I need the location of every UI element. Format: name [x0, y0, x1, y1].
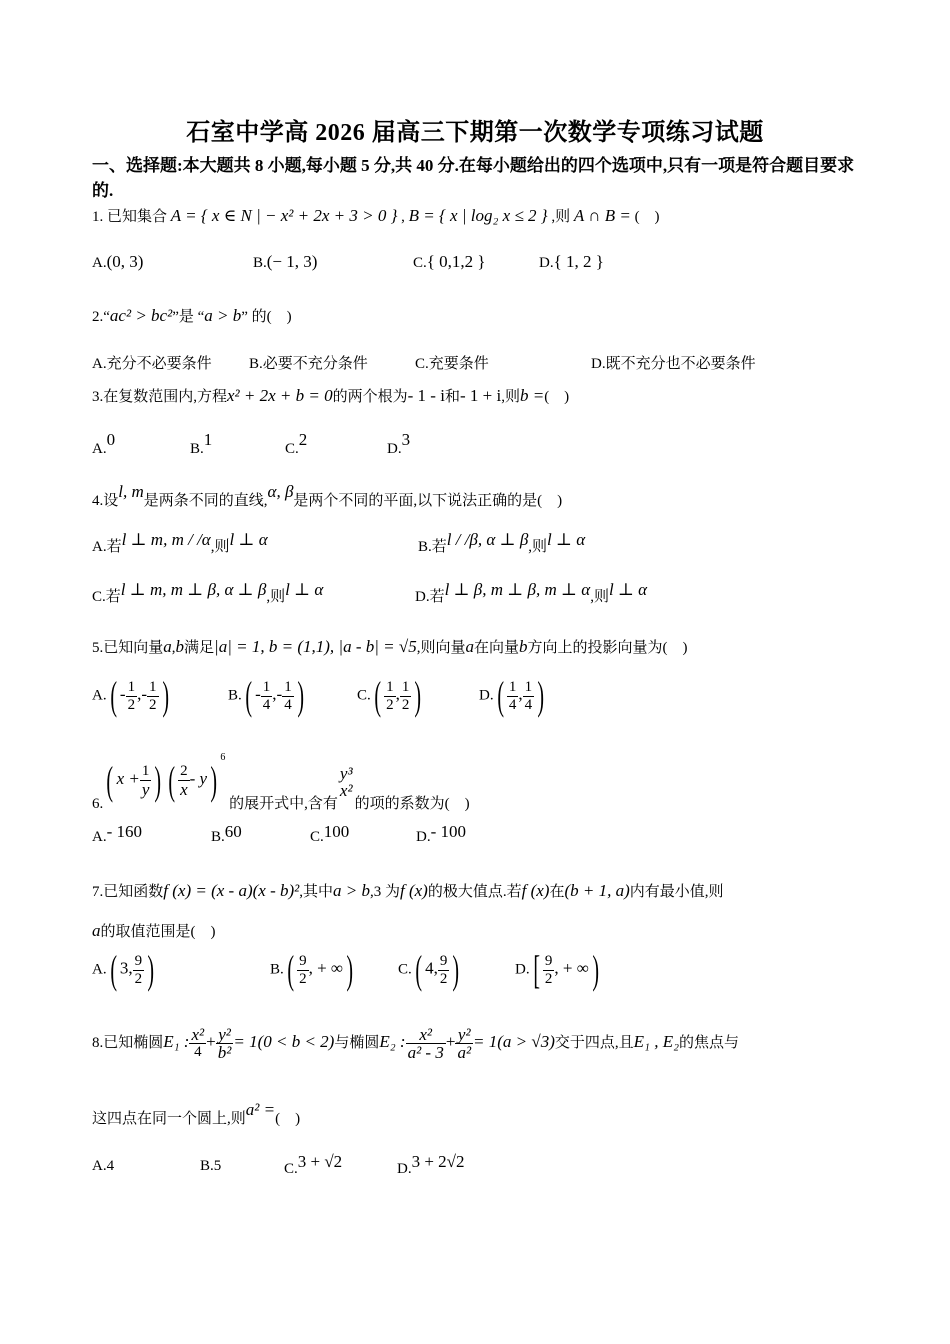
q2-stem-3: ” 的( )	[241, 309, 292, 325]
section-heading: 一、选择题:本大题共 8 小题,每小题 5 分,共 40 分.在每小题给出的四个选项中,只有一项是符合题目要求的.	[92, 156, 855, 200]
numerator: 9	[134, 952, 143, 969]
q4-option-d[interactable]	[415, 580, 647, 606]
q6-option-b[interactable]	[211, 822, 242, 846]
numerator: 9	[544, 952, 553, 969]
q8-option-c[interactable]	[284, 1152, 342, 1178]
denominator: 2	[134, 970, 143, 987]
q6-term-y: - y	[189, 769, 208, 788]
page-title: 石室中学高 2026 届高三下期第一次数学专项练习试题	[186, 120, 764, 146]
option-label: B.	[253, 255, 267, 271]
option-suffix: , + ∞	[554, 958, 589, 978]
q7-option-c[interactable]	[398, 947, 463, 992]
q6-term-x: x +	[116, 769, 140, 788]
numerator: 1	[262, 678, 271, 695]
denominator: a² - 3	[407, 1043, 444, 1062]
question-8: 8.已知椭圆E₁ : $\frac{\text{x²}}{4}$ + $\frac{\text{y²}}{\text{b²}}$ = 1(0 < b < 2)与椭圆E₂ : $\frac{\text{x²}}{\text{a² - 3}}$ + $\frac{\text{y²}}{\text{a²}}$ = 1(a > √3)交于四点,且E₁ , E₂的焦点与	[92, 1025, 740, 1062]
q7-option-b[interactable]	[270, 947, 356, 992]
option-value: 3	[401, 430, 411, 449]
numerator: y²	[455, 1026, 473, 1044]
denominator: 2	[544, 970, 553, 987]
numerator: 2	[178, 763, 190, 781]
fraction	[126, 679, 138, 714]
fraction	[216, 1026, 234, 1061]
option-label: C.	[398, 961, 412, 978]
option-result: l ⊥ α	[608, 580, 648, 599]
option-sep: ,	[518, 684, 523, 704]
right-bracket: )	[346, 947, 354, 992]
option-label: D.若	[415, 589, 445, 605]
fraction	[438, 953, 450, 988]
q5-option-b[interactable]	[228, 673, 307, 718]
q2-stem: 2.“	[92, 309, 110, 325]
option-value: 4	[106, 1158, 115, 1174]
q7-stem: 7.已知函数	[92, 884, 164, 900]
q7-interval: (b + 1, a)	[564, 881, 630, 900]
fraction	[282, 679, 294, 714]
denominator: 2	[127, 696, 136, 713]
q8-ellipse-1-tail: = 1(0 < b < 2)	[233, 1031, 335, 1051]
option-value: - 100	[430, 822, 467, 841]
q8-stem-2: 与椭圆	[334, 1034, 380, 1051]
q8-stem-4: 的焦点与	[679, 1034, 740, 1051]
left-paren: (	[496, 673, 504, 718]
q8-stem: 8.已知椭圆	[92, 1034, 164, 1051]
q5-vector-a-2: a	[465, 637, 474, 656]
right-bracket: )	[592, 947, 599, 992]
fraction	[384, 679, 396, 714]
q7-function: f (x) = (x - a)(x - b)²	[163, 881, 300, 900]
option-sep: ,-	[272, 684, 283, 704]
q8-option-b[interactable]	[200, 1158, 221, 1175]
q6-stem-2: 的项的系数为( )	[354, 796, 470, 812]
q2-option-c[interactable]	[415, 352, 489, 373]
q7-stem-3: ,3 为	[369, 884, 400, 900]
denominator: 4	[262, 696, 271, 713]
numerator: 1	[127, 678, 136, 695]
q3-option-c[interactable]	[285, 430, 307, 458]
fraction	[455, 1026, 473, 1061]
option-condition: l ⊥ m, m ⊥ β, α ⊥ β	[120, 580, 267, 599]
option-label: B.	[228, 687, 242, 704]
q7-stem-5: 在	[549, 884, 565, 900]
question-4	[92, 482, 562, 510]
option-label: B.	[190, 441, 204, 457]
q5-option-d[interactable]	[479, 673, 548, 718]
option-label: A.	[92, 687, 107, 704]
numerator: 1	[149, 678, 157, 695]
fraction	[406, 1026, 446, 1061]
q2-option-b[interactable]	[249, 352, 368, 373]
option-label: B.	[270, 961, 284, 978]
q8-ellipse-1: E₁ :	[163, 1031, 190, 1051]
option-label: C.	[310, 829, 324, 845]
q7-stem-7: 的取值范围是( )	[100, 924, 216, 940]
q3-expr: b =	[519, 386, 545, 405]
right-paren: )	[154, 757, 162, 803]
q4-stem: 4.设	[92, 493, 119, 509]
option-label: A.	[92, 1158, 107, 1174]
question-7	[92, 880, 724, 901]
q1-stem: 1. 已知集合	[92, 209, 168, 225]
fraction	[400, 679, 412, 714]
option-value: 1	[203, 430, 213, 449]
option-result: l ⊥ α	[547, 530, 586, 549]
numerator: 1	[508, 678, 517, 695]
option-then: ,则	[528, 539, 548, 555]
option-value: { 0,1,2 }	[426, 252, 486, 271]
q3-stem: 3.在复数范围内,方程	[92, 389, 228, 405]
denominator: 2	[439, 970, 448, 987]
option-then: ,则	[210, 539, 230, 555]
option-condition: l ⊥ m, m / /α	[121, 530, 211, 549]
q3-root-2: - 1 + i	[459, 386, 502, 405]
q2-cond-2: a > b	[204, 306, 242, 325]
q8-ellipse-2: E₂ :	[379, 1031, 406, 1051]
q1-option-c[interactable]	[413, 252, 486, 272]
option-sign: -	[119, 684, 126, 704]
question-7-line-2	[92, 920, 216, 941]
question-3	[92, 385, 569, 406]
left-paren: (	[109, 673, 117, 718]
q8-stem-3: 交于四点,且	[554, 1034, 634, 1051]
denominator: 4	[284, 696, 292, 713]
q3-option-b[interactable]	[190, 430, 212, 458]
q6-stem: 的展开式中,含有	[229, 796, 338, 812]
numerator: y³	[339, 764, 353, 783]
numerator: 1	[140, 763, 152, 781]
q1-set-b: B = { x | log₂ x ≤ 2 }	[408, 206, 548, 225]
option-label: B.若	[418, 539, 447, 555]
q5-sep: ,	[171, 640, 176, 656]
q3-root-1: - 1 - i	[407, 386, 445, 405]
q1-stem-2: ,则	[551, 209, 571, 225]
q7-f-1: f (x)	[400, 881, 428, 900]
q3-stem-2: 的两个根为	[332, 389, 408, 405]
denominator: 2	[299, 970, 307, 987]
q6-power: 6	[220, 752, 226, 763]
right-paren: )	[210, 757, 218, 803]
denominator: 4	[524, 696, 533, 713]
q1-option-b[interactable]	[253, 252, 317, 272]
option-condition: l / /β, α ⊥ β	[446, 530, 529, 549]
option-value: 充要条件	[428, 356, 489, 372]
q2-cond-1: ac² > bc²	[109, 306, 173, 325]
right-paren: )	[414, 673, 422, 718]
option-value: 充分不必要条件	[106, 356, 212, 372]
q8-option-a[interactable]	[92, 1158, 114, 1175]
fraction	[543, 953, 555, 988]
right-paren: )	[161, 673, 169, 718]
question-2	[92, 305, 292, 326]
numerator: 1	[284, 678, 292, 695]
option-label: A.	[92, 961, 107, 978]
q3-option-d[interactable]	[387, 430, 410, 458]
question-8-line-2	[92, 1100, 300, 1128]
left-bracket: [	[532, 947, 540, 992]
question-5	[92, 636, 687, 657]
option-value: 必要不充分条件	[262, 356, 368, 372]
q7-a: a	[92, 921, 101, 940]
q3-stem-3: 和	[444, 389, 460, 405]
denominator: 2	[149, 696, 157, 713]
q7-option-a[interactable]	[92, 947, 158, 992]
q8-option-d[interactable]	[397, 1152, 465, 1178]
q2-stem-2: ”是 “	[172, 309, 205, 325]
option-then: ,则	[266, 589, 286, 605]
numerator: 1	[386, 678, 394, 695]
left-bracket: (	[415, 947, 422, 992]
q5-condition: |a| = 1, b = (1,1), |a - b| = √5	[214, 637, 417, 656]
option-label: C.	[285, 441, 299, 457]
option-value: 既不充分也不必要条件	[605, 356, 756, 372]
right-bracket: )	[147, 947, 155, 992]
denominator: y	[141, 780, 150, 800]
denominator: a²	[457, 1043, 472, 1062]
left-bracket: (	[287, 947, 294, 992]
numerator: x²	[191, 1025, 205, 1044]
option-value: 0	[106, 430, 116, 449]
q2-option-a[interactable]	[92, 352, 212, 373]
q3-stem-4: ,则	[501, 389, 520, 405]
fraction	[261, 679, 273, 714]
q1-comma: ,	[401, 209, 405, 225]
fraction	[133, 953, 145, 988]
q7-stem-4: 的极大值点.若	[427, 884, 522, 900]
option-label: A.	[92, 255, 107, 271]
q1-set-a: A = { x ∈ N | − x² + 2x + 3 > 0 }	[170, 206, 398, 225]
option-value: 60	[224, 822, 242, 841]
left-paren: (	[374, 673, 381, 718]
denominator: 2	[401, 696, 410, 713]
fraction	[297, 953, 309, 988]
numerator: 9	[299, 952, 307, 969]
q5-stem: 5.已知向量	[92, 640, 164, 656]
option-value: 5	[213, 1158, 222, 1174]
option-label: C.若	[92, 589, 121, 605]
option-value: 3 + 2√2	[411, 1152, 465, 1171]
left-paren: (	[245, 673, 252, 718]
denominator: 4	[508, 696, 517, 713]
q4-stem-2: 是两条不同的直线,	[143, 493, 268, 509]
fraction	[189, 1026, 206, 1061]
q5-option-c[interactable]	[357, 673, 425, 718]
denominator: x	[180, 780, 188, 800]
fraction	[507, 679, 519, 714]
q3-option-a[interactable]	[92, 430, 115, 458]
option-label: D.	[416, 829, 431, 845]
option-label: A.	[92, 441, 107, 457]
q4-lines: l, m	[118, 482, 144, 501]
q7-stem-2: ,其中	[299, 884, 333, 900]
option-sep: ,	[395, 684, 400, 704]
q1-blank: ( )	[634, 209, 660, 225]
q7-condition: a > b	[333, 881, 370, 900]
fraction	[140, 763, 152, 798]
option-sign: -	[255, 684, 261, 704]
option-condition: l ⊥ β, m ⊥ β, m ⊥ α	[444, 580, 591, 599]
q4-planes: α, β	[267, 482, 294, 501]
option-label: A.若	[92, 539, 122, 555]
fraction	[178, 763, 190, 798]
right-paren: )	[537, 673, 545, 718]
numerator: 1	[401, 678, 410, 695]
q4-option-c[interactable]	[92, 580, 323, 606]
left-paren: (	[106, 757, 114, 803]
q5-stem-5: 方向上的投影向量为( )	[527, 640, 688, 656]
q2-option-d[interactable]	[591, 352, 756, 373]
q5-stem-4: 在向量	[473, 640, 519, 656]
q6-option-c[interactable]	[310, 822, 349, 846]
option-label: C.	[413, 255, 427, 271]
option-label: A.	[92, 829, 107, 845]
q5-stem-3: ,则向量	[416, 640, 466, 656]
option-label: D.	[479, 687, 494, 704]
q8-ellipse-2-tail: = 1(a > √3)	[473, 1031, 555, 1051]
option-prefix: 3,	[119, 958, 133, 978]
q8-expr: a² =	[245, 1100, 276, 1119]
q7-option-d[interactable]	[515, 947, 602, 992]
fraction	[147, 679, 159, 714]
left-paren: (	[168, 757, 175, 803]
option-suffix: , + ∞	[308, 958, 344, 978]
q1-option-d[interactable]	[539, 252, 604, 272]
q1-option-a[interactable]	[92, 252, 143, 272]
option-value: - 160	[106, 822, 143, 841]
option-label: D.	[397, 1161, 412, 1177]
denominator: 4	[194, 1044, 202, 1060]
option-value: 100	[323, 822, 350, 841]
denominator: b²	[217, 1043, 232, 1062]
numerator: 9	[439, 952, 448, 969]
option-result: l ⊥ α	[285, 580, 324, 599]
option-label: B.	[249, 356, 263, 372]
option-label: A.	[92, 356, 107, 372]
fraction	[338, 765, 355, 799]
option-label: B.	[200, 1158, 214, 1174]
q6-option-d[interactable]	[416, 822, 466, 846]
q5-vector-b: b	[175, 637, 185, 656]
option-label: D.	[387, 441, 402, 457]
q7-stem-6: 内有最小值,则	[629, 884, 724, 900]
q8-ellipses: E₁ , E₂	[633, 1031, 680, 1051]
q5-option-a[interactable]	[92, 673, 172, 718]
right-bracket: )	[452, 947, 460, 992]
option-label: D.	[591, 356, 606, 372]
q3-equation: x² + 2x + b = 0	[227, 386, 333, 405]
option-label: C.	[284, 1161, 298, 1177]
option-value: (0, 3)	[106, 252, 144, 271]
q4-option-b[interactable]	[418, 530, 585, 556]
question-6	[92, 752, 470, 813]
option-value: 3 + √2	[297, 1152, 343, 1171]
option-value: (− 1, 3)	[266, 252, 318, 271]
denominator: x²	[339, 781, 353, 800]
q5-vector-b-2: b	[518, 637, 528, 656]
option-value: 2	[298, 430, 308, 449]
option-label: D.	[515, 961, 530, 978]
fraction	[523, 679, 535, 714]
q5-vector-a: a	[163, 637, 172, 656]
q4-option-a[interactable]	[92, 530, 268, 556]
q8-stem-5: 这四点在同一个圆上,则	[92, 1111, 246, 1127]
numerator: 1	[524, 678, 533, 695]
option-label: C.	[357, 687, 371, 704]
q5-stem-2: 满足	[184, 640, 215, 656]
option-value: { 1, 2 }	[553, 252, 604, 271]
q3-blank: ( )	[544, 389, 570, 405]
denominator: 2	[386, 696, 394, 713]
q6-number: 6.	[92, 796, 104, 812]
option-sep: ,-	[137, 684, 148, 704]
q1-expr: A ∩ B =	[573, 206, 631, 225]
option-label: B.	[211, 829, 225, 845]
option-then: ,则	[590, 589, 609, 605]
option-prefix: 4,	[425, 958, 438, 978]
numerator: x²	[406, 1026, 446, 1044]
option-label: C.	[415, 356, 429, 372]
left-bracket: (	[109, 947, 117, 992]
numerator: y²	[216, 1026, 234, 1044]
option-result: l ⊥ α	[229, 530, 268, 549]
question-1	[92, 205, 660, 226]
right-paren: )	[297, 673, 304, 718]
q4-stem-3: 是两个不同的平面,以下说法正确的是( )	[293, 493, 563, 509]
q7-f-2: f (x)	[521, 881, 550, 900]
option-label: D.	[539, 255, 554, 271]
q8-blank: ( )	[275, 1111, 301, 1127]
q6-option-a[interactable]	[92, 822, 142, 846]
